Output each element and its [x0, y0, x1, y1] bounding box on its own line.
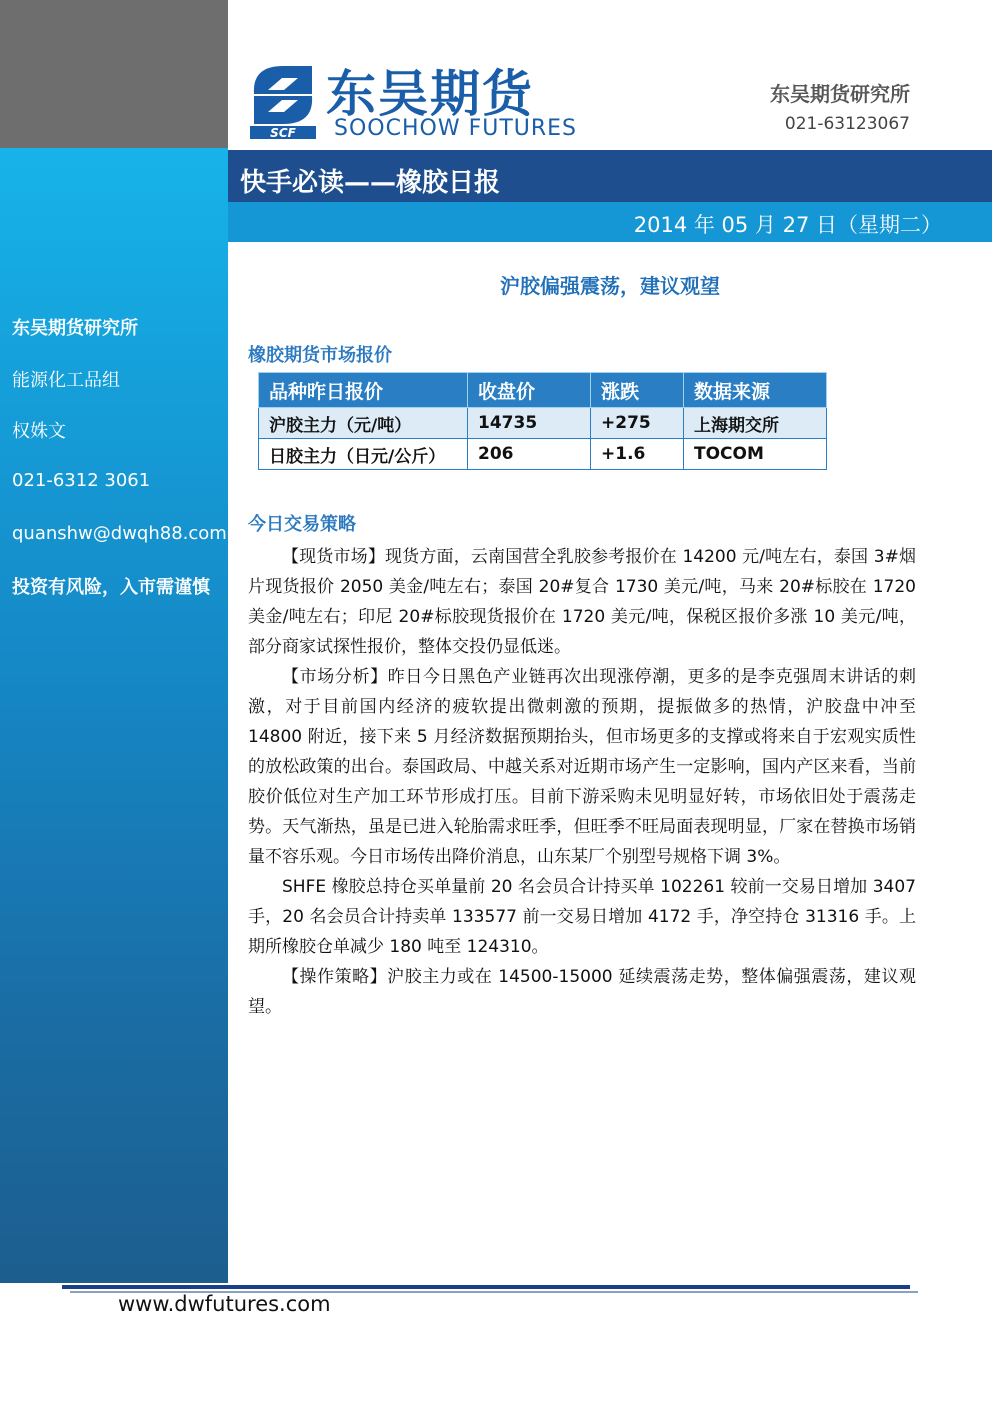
header-phone: 021-63123067: [784, 114, 910, 134]
table-cell: +1.6: [591, 439, 684, 470]
header-institute: 东吴期货研究所: [770, 82, 910, 106]
report-date: 2014 年 05 月 27 日（星期二）: [633, 213, 942, 237]
sidebar-analyst: 权姝文: [12, 421, 66, 442]
sidebar-phone: 021-6312 3061: [12, 470, 151, 491]
table-header: 涨跌: [591, 373, 684, 408]
table-row: [259, 439, 827, 470]
paragraph-spot-market: 【现货市场】现货方面，云南国营全乳胶参考报价在 14200 元/吨左右，泰国 3#烟片现货报价 2050 美金/吨左右；泰国 20#复合 1730 美元/吨，马来 20#标胶在 1720 美金/吨左右；印尼 20#标胶现货报价在 1720 美元/吨，保税区报价多涨 10 美元/吨，部分商家试探性报价，整体交投仍显低迷。: [248, 547, 916, 657]
sidebar-email[interactable]: quanshw@dwqh88.com: [12, 523, 227, 544]
paragraph-strategy: 【操作策略】沪胶主力或在 14500-15000 延续震荡走势，整体偏强震荡，建议观望。: [248, 967, 916, 1017]
table-cell: 上海期交所: [684, 408, 827, 439]
table-cell: 日胶主力（日元/公斤）: [259, 439, 468, 470]
quote-section-title: 橡胶期货市场报价: [248, 345, 392, 366]
sidebar-risk-notice: 投资有风险，入市需谨慎: [12, 577, 210, 598]
logo-english-name: SOOCHOW FUTURES: [334, 116, 578, 141]
strategy-section-title: 今日交易策略: [248, 514, 356, 535]
paragraph-market-analysis: 【市场分析】昨日今日黑色产业链再次出现涨停潮，更多的是李克强周末讲话的刺激，对于目前国内经济的疲软提出微刺激的预期，提振做多的热情，沪胶盘中冲至 14800 附近，接下来 5 月经济数据预期抬头，但市场更多的支撑或将来自于宏观实质性的放松政策的出台。泰国政局、中越关系对近期市场产生一定影响，国内产区来看，当前胶价低位对生产加工环节形成打压。目前下游采购未见明显好转，市场依旧处于震荡走势。天气渐热，虽是已进入轮胎需求旺季，但旺季不旺局面表现明显，厂家在替换市场销量不容乐观。今日市场传出降价消息，山东某厂个别型号规格下调 3%。: [248, 667, 916, 867]
strategy-article: [248, 542, 916, 1022]
report-headline: 沪胶偏强震荡，建议观望: [500, 274, 720, 298]
table-header: 数据来源: [684, 373, 827, 408]
table-header-row: [259, 373, 827, 408]
logo-abbr: SCF: [270, 126, 296, 140]
company-logo-icon: [248, 60, 318, 140]
report-title: 快手必读——橡胶日报: [240, 168, 501, 198]
table-cell: +275: [591, 408, 684, 439]
logo-chinese-name: 东吴期货: [326, 65, 534, 123]
table-cell: TOCOM: [684, 439, 827, 470]
sidebar-top-block: [0, 0, 228, 148]
table-header: 收盘价: [468, 373, 591, 408]
sidebar-group: 能源化工品组: [12, 370, 120, 391]
table-cell: 沪胶主力（元/吨）: [259, 408, 468, 439]
footer-website-link[interactable]: www.dwfutures.com: [118, 1292, 331, 1316]
paragraph-positions: SHFE 橡胶总持仓买单量前 20 名会员合计持买单 102261 较前一交易日增加 3407 手，20 名会员合计持卖单 133577 前一交易日增加 4172 手，净空持仓 31316 手。上期所橡胶仓单减少 180 吨至 124310。: [248, 877, 916, 957]
table-cell: 14735: [468, 408, 591, 439]
footer-divider: [62, 1285, 910, 1289]
quote-table: [258, 372, 827, 470]
table-header: 品种昨日报价: [259, 373, 468, 408]
table-row: [259, 408, 827, 439]
sidebar-institute: 东吴期货研究所: [12, 318, 138, 339]
table-cell: 206: [468, 439, 591, 470]
